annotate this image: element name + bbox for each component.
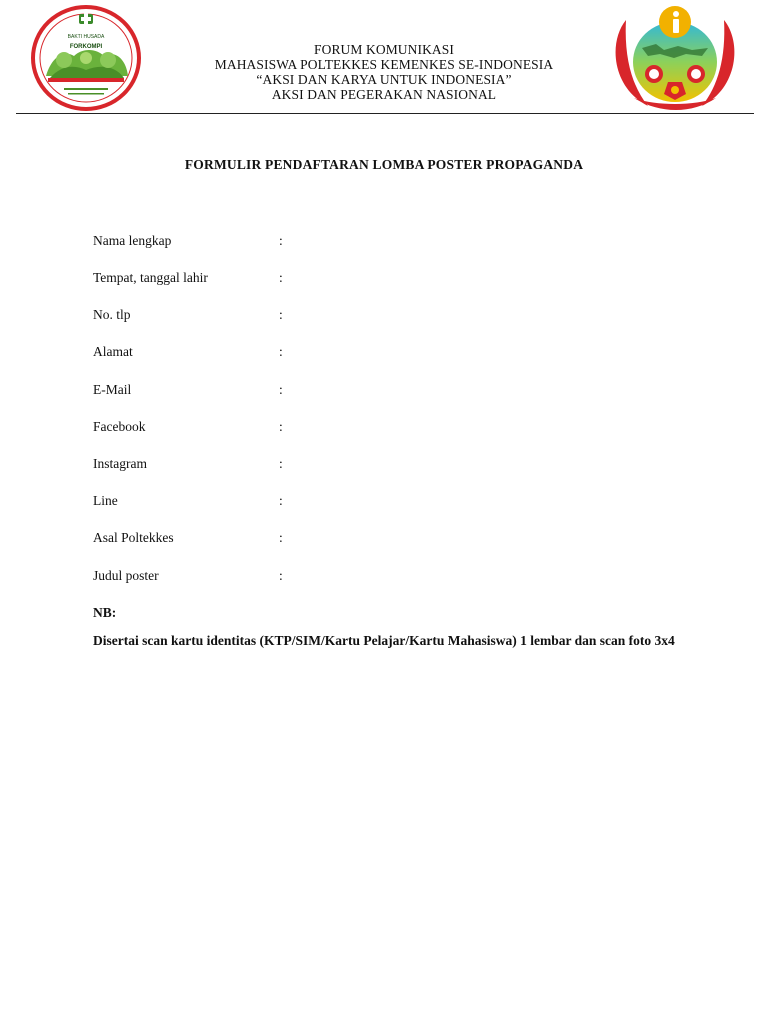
field-colon: : [279, 530, 283, 545]
forkompi-logo-icon [30, 4, 142, 112]
field-label: Tempat, tanggal lahir [93, 270, 208, 285]
field-judul-poster [93, 568, 693, 588]
field-colon: : [279, 382, 283, 397]
field-no-tlp [93, 307, 693, 327]
field-line [93, 493, 693, 513]
organization-header [160, 42, 608, 102]
field-colon: : [279, 233, 283, 248]
note-title: NB: [93, 605, 117, 620]
field-nama-lengkap [93, 233, 693, 253]
note-text: Disertai scan kartu identitas (KTP/SIM/Kartu Pelajar/Kartu Mahasiswa) 1 lembar dan scan foto 3x4 [93, 633, 675, 648]
field-label: No. tlp [93, 307, 131, 322]
movement-logo-icon [604, 2, 746, 112]
field-colon: : [279, 493, 283, 508]
field-label: Alamat [93, 344, 133, 359]
logo-text-main: FORKOMPI [69, 44, 103, 50]
field-colon: : [279, 456, 283, 471]
field-label: Judul poster [93, 568, 159, 583]
header-line-2: MAHASISWA POLTEKKES KEMENKES SE-INDONESIA [214, 57, 554, 72]
header-divider [16, 113, 754, 114]
form-title: FORMULIR PENDAFTARAN LOMBA POSTER PROPAGANDA [184, 157, 584, 172]
field-label: Facebook [93, 419, 146, 434]
field-alamat [93, 344, 693, 364]
field-label: Asal Poltekkes [93, 530, 174, 545]
header-line-4: AKSI DAN PEGERAKAN NASIONAL [271, 87, 497, 102]
field-label: Instagram [93, 456, 147, 471]
field-email [93, 382, 693, 402]
field-facebook [93, 419, 693, 439]
field-label: Line [93, 493, 118, 508]
logo-text-top: BAKTI HUSADA [67, 34, 105, 40]
field-tempat-tanggal-lahir [93, 270, 693, 290]
field-label: Nama lengkap [93, 233, 172, 248]
field-colon: : [279, 419, 283, 434]
header-line-3: “AKSI DAN KARYA UNTUK INDONESIA” [256, 72, 512, 87]
field-label: E-Mail [93, 382, 132, 397]
field-colon: : [279, 307, 283, 322]
field-asal-poltekkes [93, 530, 693, 550]
field-instagram [93, 456, 693, 476]
header-line-1: FORUM KOMUNIKASI [314, 42, 454, 57]
field-colon: : [279, 568, 283, 583]
field-colon: : [279, 344, 283, 359]
field-colon: : [279, 270, 283, 285]
